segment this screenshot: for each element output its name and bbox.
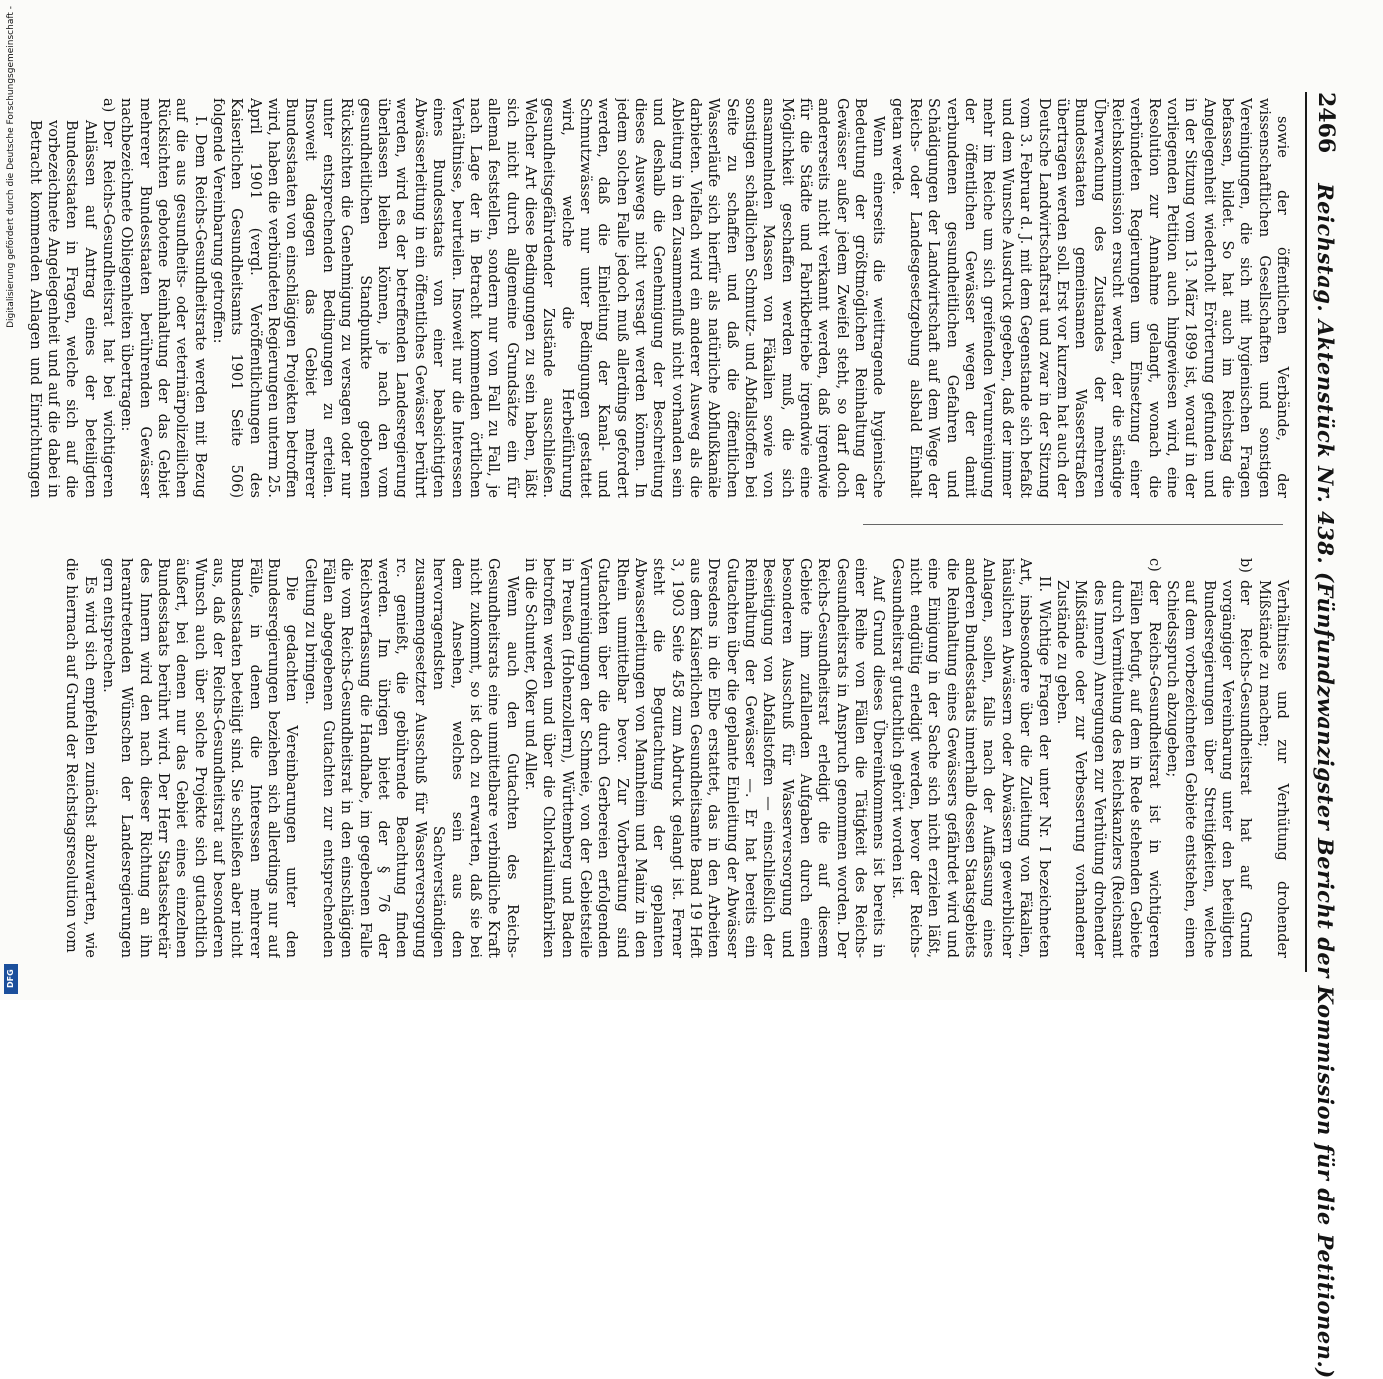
- paragraph: [300, 558, 520, 958]
- paragraph-text: der Reichs-Gesundheitsrat ist in wichtigeren Fällen befugt, auf dem in Rede stehenden Gebiete durch Vermittelung des Reichskanzlers (Reichsamt des Innern) Anregungen zur Verhütung drohender Mißstände oder zur Verbesserung vorhandener Zustände zu geben.: [1053, 580, 1162, 958]
- paragraph-text: II. Wichtige Fragen der unter Nr. I bezeichneten Art, insbesondere über die Zuleitung von Fäkalien, häuslichen Abwässern oder Abwässern gewerblicher Anlagen, sollen, falls nach der Auffassung eines anderen Bundesstaats innerhalb dessen Staatsgebiets die Reinhaltung eines Gewässers gefährdet wird und eine Einigung in der Sache sich nicht erzielen läßt, nicht endgültig erledigt werden, bevor der Reichs-Gesundheitsrat gutachtlich gehört worden ist.: [888, 558, 1052, 958]
- paragraph-text: der Reichs-Gesundheitsrat hat auf Grund vorgängiger Vereinbarung unter den beteiligten Bundesregierungen über Streitigkeiten, welche auf dem vorbezeichneten Gebiete entstehen, einen Schiedsspruch abzugeben;: [1163, 580, 1254, 958]
- paragraph-text: Es wird sich empfehlen zunächst abzuwarten, wie die hiernach auf Grund der Reichstagsresolution vom: [63, 558, 98, 958]
- dfg-logo-icon: DFG: [4, 964, 18, 994]
- paragraph: [521, 558, 888, 958]
- paragraph-text: Der Reichs-Gesundheitsrat hat bei wichtigeren Anlässen auf Antrag eines der beteiligten Bundesstaaten in Fragen, welche sich auf die vorbezeichnete Angelegenheit und auf die dabei in Betracht kommenden Anlagen und Einrichtungen: [26, 120, 116, 498]
- paragraph: [209, 98, 888, 498]
- running-head: Reichstag. Aktenstück Nr. 438. (Fünfundzwanzigster Bericht der Kommission für die Petitionen.): [1313, 183, 1338, 1379]
- list-item: [26, 98, 117, 498]
- left-column: [26, 98, 1291, 498]
- paragraph-text: I. Dem Reichs-Gesundheitsrate werden mit Bezug auf die aus gesundheits- oder veterinärpolizeilichen Rücksichten gebotene Reinhaltung der das Gebiet mehrerer Bundesstaaten berührenden Gewässer nachbezeichnete Obliegenheiten übertragen:: [118, 98, 208, 498]
- funding-credit: Digitalisierung gefördert durch die Deutsche Forschungsgemeinschaft -: [6, 6, 16, 328]
- right-column: [26, 558, 1291, 958]
- paragraph-text: Die gedachten Vereinbarungen unter den Bundesregierungen beziehen sich allerdings nur auf Fälle, in denen die Interessen mehrerer Bundesstaaten beteiligt sind. Sie schließen aber nicht aus, daß der Reichs-Gesundheitsrat auf besonderen Wunsch auch über solche Projekte sich gutachtlich äußert, bei denen nur das Gebiet eines einzelnen Bundesstaats berührt wird. Der Herr Staatssekretär des Innern wird den nach dieser Richtung an ihn herantretenden Wünschen der Landesregierungen gern entsprechen.: [100, 558, 300, 958]
- paragraph-text: sowie der öffentlichen Verbände, der wissenschaftlichen Gesellschaften und sonstigen Vereinigungen, die sich mit hygienischen Fragen befassen, bildet. So hat auch im Reichstag die Angelegenheit wiederholt Erörterung gefunden und in der Sitzung vom 13. März 1899 ist, worauf in der vorliegenden Petition auch hingewiesen wird, eine Resolution zur Annahme gelangt, wonach die verbündeten Regierungen um Einsetzung einer Reichskommission ersucht werden, der die ständige Überwachung des Zustandes der mehreren Bundesstaaten gemeinsamen Wasserstraßen übertragen werden soll. Erst vor kurzem hat auch der Deutsche Landwirtschaftsrat und zwar in der Sitzung vom 3. Februar d. J. mit dem Gegenstande sich befaßt und dem Wunsche Ausdruck gegeben, daß der immer mehr im Reiche um sich greifenden Verunreinigung der öffentlichen Gewässer wegen der damit verbundenen gesundheitlichen Gefahren und Schädigungen der Landwirtschaft auf dem Wege der Reichs- oder Landesgesetzgebung alsbald Einhalt getan werde.: [888, 98, 1290, 498]
- paragraph: [62, 558, 99, 958]
- list-item: [1053, 558, 1163, 958]
- paragraph-text: Verhältnisse und zur Verhütung drohender Mißstände zu machen;: [1255, 580, 1290, 958]
- list-item: [1254, 558, 1291, 958]
- list-marker: b): [1237, 558, 1254, 573]
- paragraph-text: Wenn auch den Gutachten des Reichs-Gesundheitsrats eine unmittelbare verbindliche Kraft nicht zukommt, so ist doch zu erwarten, daß sie bei dem Ansehen, welches sein aus den hervorragendsten Sachverständigen zusammengesetzter Ausschuß für Wasserversorgung rc. genießt, die gebührende Beachtung finden werden. Im übrigen bietet der § 76 der Reichsverfassung die Handhabe, im gegebenen Falle die vom Reichs-Gesundheitsrat in den einschlägigen Fällen abgegebenen Gutachten zur entsprechenden Geltung zu bringen.: [301, 558, 520, 958]
- paragraph: [887, 98, 1291, 498]
- page-header: [1305, 92, 1353, 1379]
- paragraph: [117, 98, 209, 498]
- column-divider: [863, 524, 1283, 525]
- list-marker: a): [100, 98, 116, 113]
- list-marker: c): [1145, 558, 1162, 572]
- page-number: 2466: [1313, 92, 1339, 154]
- paragraph-text: Wenn einerseits die weittragende hygienische Bedeutung der größtmöglichen Reinhaltung der Gewässer außer jedem Zweifel steht, so darf doch andererseits nicht verkannt werden, daß irgendwie für die Städte und Fabrikbetriebe irgendwie eine Möglichkeit geschaffen werden muß, die sich ansammelnden Massen von Fäkalien sowie von sonstigen schädlichen Schmutz- und Abfallstoffen bei Seite zu schaffen und daß die öffentlichen Wasserläufe sich hierfür als natürliche Abflußkanäle darbieten. Vielfach wird ein anderer Ausweg als die Ableitung in den Zusammenfluß nicht vorhanden sein und deshalb die Genehmigung der Beschreitung dieses Auswegs nicht versagt werden können. In jedem solchen Falle jedoch muß allerdings gefordert werden, daß die Einleitung der Kanal- und Schmutzwässer nur unter Bedingungen gestattet wird, welche die Herbeiführung gesundheitsgefährdender Zustände ausschließen. Welcher Art diese Bedingungen zu sein haben, läßt sich nicht durch allgemeine Grundsätze ein für allemal feststellen, sondern nur von Fall zu Fall, je nach Lage der in Betracht kommenden örtlichen Verhältnisse, beurteilen. Insoweit nur die Interessen eines Bundesstaats von einer beabsichtigten Abwässerleitung in ein öffentliches Gewässer berührt werden, wird es der betreffenden Landesregierung überlassen bleiben können, je nach den vom gesundheitlichen Standpunkte gebotenen Rücksichten die Genehmigung zu versagen oder nur unter entsprechenden Bedingungen zu erteilen. Insoweit dagegen das Gebiet mehrerer Bundesstaaten von einschlägigen Projekten betroffen wird, haben die verbündeten Regierungen unterm 25. April 1901 (vergl. Veröffentlichungen des Kaiserlichen Gesundheitsamts 1901 Seite 506) folgende Vereinbarung getroffen:: [210, 98, 887, 498]
- digitization-footer: [0, 0, 20, 1000]
- paragraph: [887, 558, 1052, 958]
- paragraph-text: Auf Grund dieses Übereinkommens ist bereits in einer Reihe von Fällen die Tätigkeit des Reichs-Gesundheitsrats in Anspruch genommen worden. Der Reichs-Gesundheitsrat erledigt die auf diesem Gebiete ihm zufallenden Aufgaben durch einen besonderen Ausschuß für Wasserversorgung und Beseitigung von Abfallstoffen — einschließlich der Reinhaltung der Gewässer —. Er hat bereits ein Gutachten über die geplante Einleitung der Abwässer Dresdens in die Elbe erstattet, das in den Arbeiten aus dem Kaiserlichen Gesundheitsamte Band 19 Heft 3, 1903 Seite 458 zum Abdruck gelangt ist. Ferner steht die Begutachtung der geplanten Abwasserleitungen von Mannheim und Mainz in den Rhein unmittelbar bevor. Zur Vorberatung sind Gutachten über die durch Gerbereien erfolgenden Verunreinigungen der Schmeie, von der Gebietsteile in Preußen (Hohenzollern), Württemberg und Baden betroffen werden und über die Chlorkaliumfabriken in die Schunter, Oker und Aller.: [521, 558, 887, 958]
- list-item: [1163, 558, 1255, 958]
- paragraph: [99, 558, 301, 958]
